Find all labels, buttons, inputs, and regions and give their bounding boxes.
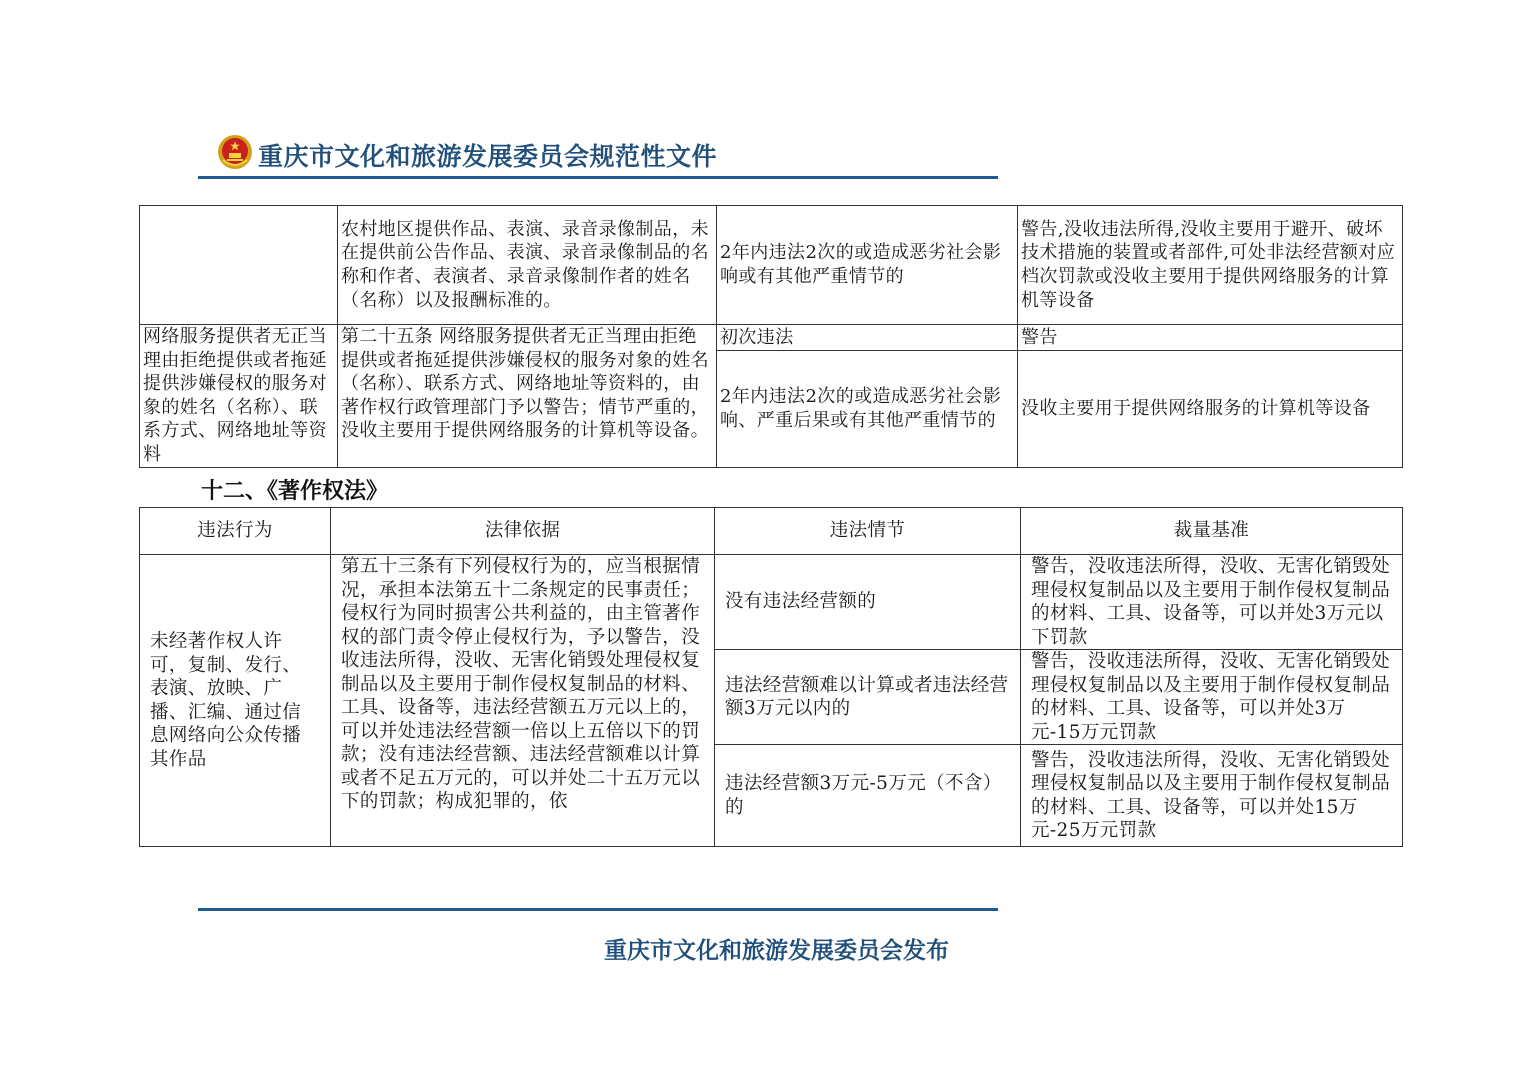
penalty-table-continued [139,205,1403,468]
table-row [140,555,1403,650]
circumstance-cell: 违法经营额3万元-5万元（不含）的 [715,745,1021,847]
circumstance-cell: 2年内违法2次的或造成恶劣社会影响或有其他严重情节的 [717,206,1018,325]
circumstance-cell: 违法经营额难以计算或者违法经营额3万元以内的 [715,650,1021,745]
table-header-row [140,508,1403,555]
standard-cell: 警告 [1018,325,1403,351]
standard-cell: 警告，没收违法所得，没收、无害化销毁处理侵权复制品以及主要用于制作侵权复制品的材料、工具、设备等，可以并处3万元以下罚款 [1021,555,1403,650]
circumstance-cell: 初次违法 [717,325,1018,351]
header-divider [198,176,998,179]
basis-cell: 第二十五条 网络服务提供者无正当理由拒绝提供或者拖延提供涉嫌侵权的服务对象的姓名（名称）、联系方式、网络地址等资料的，由著作权行政管理部门予以警告；情节严重的，没收主要用于提供网络服务的计算机等设备。 [338,325,717,468]
column-header: 裁量基准 [1021,508,1403,555]
basis-cell: 农村地区提供作品、表演、录音录像制品，未在提供前公告作品、表演、录音录像制品的名称和作者、表演者、录音录像制作者的姓名（名称）以及报酬标准的。 [338,206,717,325]
copyright-law-table [139,507,1403,847]
standard-cell: 警告,没收违法所得,没收主要用于避开、破坏技术措施的装置或者部件,可处非法经营额对应档次罚款或没收主要用于提供网络服务的计算机等设备 [1018,206,1403,325]
table-row [140,325,1403,351]
circumstance-cell: 2年内违法2次的或造成恶劣社会影响、严重后果或有其他严重情节的 [717,351,1018,468]
table-row [140,206,1403,325]
document-header-title: 重庆市文化和旅游发展委员会规范性文件 [258,142,718,171]
national-emblem-icon [217,134,253,170]
basis-cell: 第五十三条有下列侵权行为的，应当根据情况，承担本法第五十二条规定的民事责任；侵权行为同时损害公共利益的，由主管著作权的部门责令停止侵权行为，予以警告，没收违法所得，没收、无害化销毁处理侵权复制品以及主要用于制作侵权复制品的材料、工具、设备等，违法经营额五万元以上的，可以并处违法经营额一倍以上五倍以下的罚款；没有违法经营额、违法经营额难以计算或者不足五万元的，可以并处二十五万元以下的罚款；构成犯罪的，依 [331,555,715,847]
standard-cell: 警告，没收违法所得，没收、无害化销毁处理侵权复制品以及主要用于制作侵权复制品的材料、工具、设备等，可以并处3万元-15万元罚款 [1021,650,1403,745]
standard-cell: 警告，没收违法所得，没收、无害化销毁处理侵权复制品以及主要用于制作侵权复制品的材料、工具、设备等，可以并处15万元-25万元罚款 [1021,745,1403,847]
section-heading: 十二、《著作权法》 [201,478,389,504]
circumstance-cell: 没有违法经营额的 [715,555,1021,650]
behavior-cell: 网络服务提供者无正当理由拒绝提供或者拖延提供涉嫌侵权的服务对象的姓名（名称）、联系方式、网络地址等资料 [140,325,338,468]
behavior-cell: 未经著作权人许可，复制、发行、表演、放映、广播、汇编、通过信息网络向公众传播其作品 [140,555,331,847]
column-header: 违法行为 [140,508,331,555]
column-header: 法律依据 [331,508,715,555]
column-header: 违法情节 [715,508,1021,555]
footer-divider [198,908,998,911]
behavior-cell [140,206,338,325]
document-footer-title: 重庆市文化和旅游发展委员会发布 [604,937,949,964]
standard-cell: 没收主要用于提供网络服务的计算机等设备 [1018,351,1403,468]
